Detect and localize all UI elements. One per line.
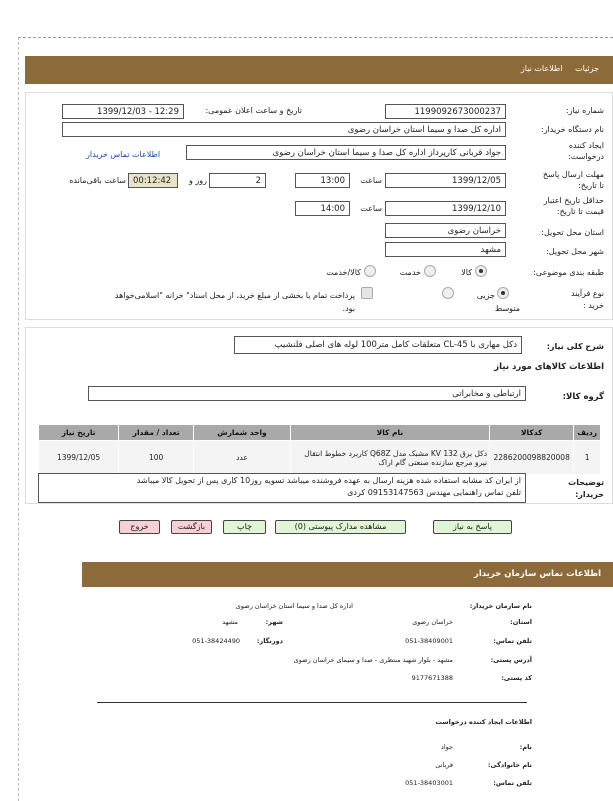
goods-info-title: اطلاعات کالاهای مورد نیاز (494, 362, 604, 372)
col-date: تاریخ نیاز (39, 425, 119, 441)
contact-divider (97, 702, 527, 703)
cell-code: 2286200098820008 (490, 441, 574, 475)
deadline-label-2: تا تاریخ: (578, 181, 604, 190)
days-label: روز و (189, 176, 207, 185)
treasury-checkbox[interactable] (361, 287, 373, 299)
process-medium-label: متوسط (494, 304, 520, 313)
family-label: نام خانوادگی: (487, 761, 532, 769)
name-value: جواد (440, 743, 453, 751)
cell-qty: 100 (119, 441, 194, 475)
requester-field: جواد قربانی کارپرداز اداره کل صدا و سیما استان خراسان رضوی (186, 145, 506, 160)
process-label-2: خرید : (582, 301, 604, 310)
province-contact-label: استان: (510, 618, 532, 626)
goods-group-field: ارتباطی و مخابراتی (88, 386, 526, 401)
creator-phone-value: 051-38403001 (405, 779, 453, 787)
category-radio-both[interactable] (364, 265, 376, 277)
category-label: طبقه بندی موضوعی: (533, 268, 604, 277)
process-radio-minor[interactable] (497, 287, 509, 299)
buyer-label: نام دستگاه خریدار: (541, 125, 604, 134)
creator-header: اطلاعات ایجاد کننده درخواست (435, 718, 532, 726)
notes-field (38, 473, 526, 503)
buyer-field: اداره کل صدا و سیما استان خراسان رضوی (62, 122, 506, 137)
reply-button[interactable]: پاسخ به نیاز (433, 520, 512, 534)
category-goods-label: کالا (461, 268, 472, 277)
address-value: مشهد - بلوار شهید منتظری - صدا و سیمای خراسان رضوی (293, 656, 453, 664)
category-service-label: خدمت (399, 268, 421, 277)
deadline-label-1: مهلت ارسال پاسخ (542, 170, 604, 179)
notes-text-2: تلفن تماس راهنمایی مهندس 09153147563 کردی (347, 488, 521, 497)
requester-label-1: ایجاد کننده (568, 141, 604, 150)
deadline-time-field: 13:00 (295, 173, 350, 188)
payment-note: پرداخت تمام یا بخشی از مبلغ خرید، از محل اسناد" خزانه "اسلامی‌خواهد (114, 291, 355, 300)
goods-table (38, 424, 601, 475)
back-button[interactable]: بازگشت (171, 520, 212, 534)
city-contact-value: مشهد (222, 618, 238, 626)
attachments-button[interactable]: مشاهده مدارک پیوستی (0) (275, 520, 406, 534)
announce-label: تاریخ و ساعت اعلان عمومی: (205, 106, 302, 115)
top-divider (18, 37, 613, 38)
province-contact-value: خراسان رضوی (412, 618, 453, 626)
contact-header: اطلاعات تماس سازمان خریدار (82, 562, 613, 587)
buyer-contact-link[interactable]: اطلاعات تماس خریدار (86, 150, 161, 159)
postal-value: 9177671388 (411, 674, 453, 682)
org-label: نام سازمان خریدار: (469, 602, 532, 610)
tab-need-info[interactable]: اطلاعات نیاز (520, 64, 563, 73)
fax-label: دورنگار: (256, 637, 283, 645)
cell-row: 1 (574, 441, 601, 475)
requester-label-2: درخواست: (568, 152, 604, 161)
need-number-field: 1199092673000237 (385, 104, 506, 119)
col-qty: تعداد / مقدار (119, 425, 194, 441)
city-contact-label: شهر: (265, 618, 283, 626)
notes-label-1: توضیحات (568, 478, 604, 487)
process-radio-medium[interactable] (442, 287, 454, 299)
exit-button[interactable]: خروج (119, 520, 160, 534)
table-header-row (39, 425, 601, 441)
notes-text-1: از ایران کد مشابه استفاده شده هزینه ارسال به عهده فروشنده میباشد تسویه روز10 کاری پس از تحویل کالا میباشد (136, 476, 521, 485)
validity-time-field: 14:00 (295, 201, 350, 216)
col-name: نام کالا (290, 425, 489, 441)
print-button[interactable]: چاپ (223, 520, 266, 534)
left-divider (18, 37, 19, 801)
notes-label-2: خریدار: (575, 490, 604, 499)
fax-value: 051-38424490 (192, 637, 240, 645)
validity-label-1: حداقل تاریخ اعتبار (543, 196, 604, 205)
phone-value: 051-38409001 (405, 637, 453, 645)
phone-label: تلفن تماس: (493, 637, 532, 645)
org-value: اداره کل صدا و سیما استان خراسان رضوی (235, 602, 353, 610)
summary-field: دکل مهاری با CL-45 متعلقات کامل متر100 لوله های اصلی فلنشیپ (234, 336, 522, 354)
table-row[interactable] (39, 441, 601, 475)
cell-unit: عدد (194, 441, 291, 475)
category-both-label: کالا/خدمت (326, 268, 361, 277)
validity-date-field: 1399/12/10 (385, 201, 506, 216)
address-label: آدرس پستی: (490, 656, 532, 664)
announce-field: 1399/12/03 - 12:29 (62, 104, 184, 119)
col-code: کدکالا (490, 425, 574, 441)
cell-date: 1399/12/05 (39, 441, 119, 475)
remaining-time-field: 00:12:42 (128, 173, 178, 188)
family-value: قربانی (435, 761, 453, 769)
process-label-1: نوع فرآیند (571, 289, 604, 298)
process-minor-label: جزیی (476, 291, 495, 300)
col-unit: واحد شمارش (194, 425, 291, 441)
summary-label: شرح کلی نیاز: (546, 342, 604, 351)
name-label: نام: (519, 743, 532, 751)
creator-phone-label: تلفن تماس: (493, 779, 532, 787)
province-field: خراسان رضوی (385, 223, 506, 238)
goods-group-label: گروه کالا: (562, 392, 604, 402)
tab-details[interactable]: جزئیات (575, 64, 599, 73)
validity-time-label: ساعت (360, 204, 382, 213)
category-radio-goods[interactable] (475, 265, 487, 277)
deadline-time-label: ساعت (360, 176, 382, 185)
remaining-label: ساعت باقی‌مانده (69, 176, 126, 185)
category-radio-service[interactable] (424, 265, 436, 277)
section-header (25, 56, 613, 84)
days-field: 2 (209, 173, 266, 188)
province-label: استان محل تحویل: (541, 228, 604, 237)
postal-label: کد پستی: (501, 674, 532, 682)
col-row: ردیف (574, 425, 601, 441)
need-number-label: شماره نیاز: (566, 106, 604, 115)
city-label: شهر محل تحویل: (546, 247, 604, 256)
validity-label-2: قیمت تا تاریخ: (556, 207, 604, 216)
cell-name: دکل برق 132 KV مشبک مدل Q68Z کاربرد خطوط انتقال نیرو مرجع سازنده صنعتی گام اراک (290, 441, 489, 475)
city-field: مشهد (385, 242, 506, 257)
payment-note-2: بود. (342, 304, 355, 313)
deadline-date-field: 1399/12/05 (385, 173, 506, 188)
